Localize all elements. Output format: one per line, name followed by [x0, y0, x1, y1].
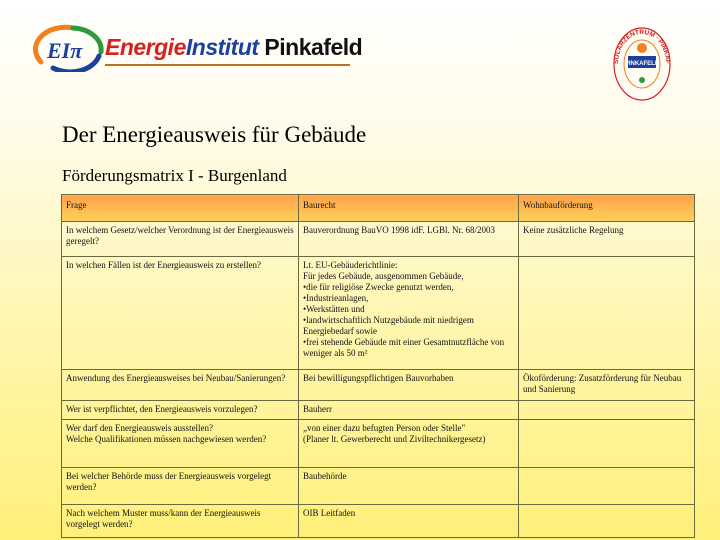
cell-wohnbaufoerderung: Keine zusätzliche Regelung: [519, 222, 695, 257]
cell-frage: Bei welcher Behörde muss der Energieausweis vorgelegt werden?: [62, 468, 299, 505]
table-row: [62, 257, 695, 370]
seal-ring-text: SOLARZENTRUM · PINKAF: [612, 28, 672, 65]
logo-symbol: EIπ: [47, 38, 83, 63]
cell-baurecht: Lt. EU-Gebäuderichtlinie: Für jedes Gebäude, ausgenommen Gebäude, •die für religiöse Zwecke genutzt werden, •Industrieanlagen, •Werkstätten und •landwirtschaftlich Nutzgebäude mit niedrigem Energiebedarf sowie •frei stehende Gebäude mit einer Gesamtnutzfläche von weniger als 50 m²: [299, 257, 519, 370]
header-wohnbaufoerderung: Wohnbauförderung: [519, 195, 695, 222]
cell-frage: Anwendung des Energieausweises bei Neubau/Sanierungen?: [62, 370, 299, 401]
table-row: [62, 468, 695, 505]
cell-baurecht: Bauherr: [299, 401, 519, 420]
cell-wohnbaufoerderung: [519, 468, 695, 505]
table-row: [62, 222, 695, 257]
seal-center-text: PINKAFELD: [624, 61, 660, 67]
logo-word-institut: Institut: [185, 34, 259, 60]
logo-word-energie: Energie: [105, 34, 186, 60]
table-header-row: [62, 195, 695, 222]
table-row: [62, 401, 695, 420]
solarzentrum-seal: [610, 20, 674, 104]
cell-baurecht: Baubehörde: [299, 468, 519, 505]
cell-wohnbaufoerderung: [519, 257, 695, 370]
cell-wohnbaufoerderung: [519, 401, 695, 420]
page-subtitle: Förderungsmatrix I - Burgenland: [62, 166, 287, 185]
cell-baurecht: OIB Leitfaden: [299, 505, 519, 538]
table-row: [62, 420, 695, 468]
cell-baurecht: „von einer dazu befugten Person oder Stelle" (Planer lt. Gewerberecht und Ziviltechnikergesetz): [299, 420, 519, 468]
cell-wohnbaufoerderung: Ökoförderung: Zusatzförderung für Neubau und Sanierung: [519, 370, 695, 401]
cell-frage: Nach welchem Muster muss/kann der Energieausweis vorgelegt werden?: [62, 505, 299, 538]
cell-frage: In welchen Fällen ist der Energieausweis zu erstellen?: [62, 257, 299, 370]
header-baurecht: Baurecht: [299, 195, 519, 222]
cell-baurecht: Bei bewilligungspflichtigen Bauvorhaben: [299, 370, 519, 401]
header-frage: Frage: [62, 195, 299, 222]
logo-underline: [105, 64, 350, 66]
table-row: [62, 370, 695, 401]
foerderungsmatrix-table: [61, 194, 695, 538]
cell-baurecht: Bauverordnung BauVO 1998 idF. LGBl. Nr. 68/2003: [299, 222, 519, 257]
table-row: [62, 505, 695, 538]
cell-frage: In welchem Gesetz/welcher Verordnung ist der Energieausweis geregelt?: [62, 222, 299, 257]
page-title: Der Energieausweis für Gebäude: [62, 122, 367, 147]
energieinstitut-logo-emblem: [33, 22, 105, 72]
cell-frage: Wer ist verpflichtet, den Energieausweis vorzulegen?: [62, 401, 299, 420]
logo-word-pinkafeld: Pinkafeld: [264, 34, 363, 60]
cell-wohnbaufoerderung: [519, 505, 695, 538]
energieinstitut-logo-text: [105, 34, 362, 61]
cell-wohnbaufoerderung: [519, 420, 695, 468]
cell-frage: Wer darf den Energieausweis ausstellen? Welche Qualifikationen müssen nachgewiesen werden?: [62, 420, 299, 468]
